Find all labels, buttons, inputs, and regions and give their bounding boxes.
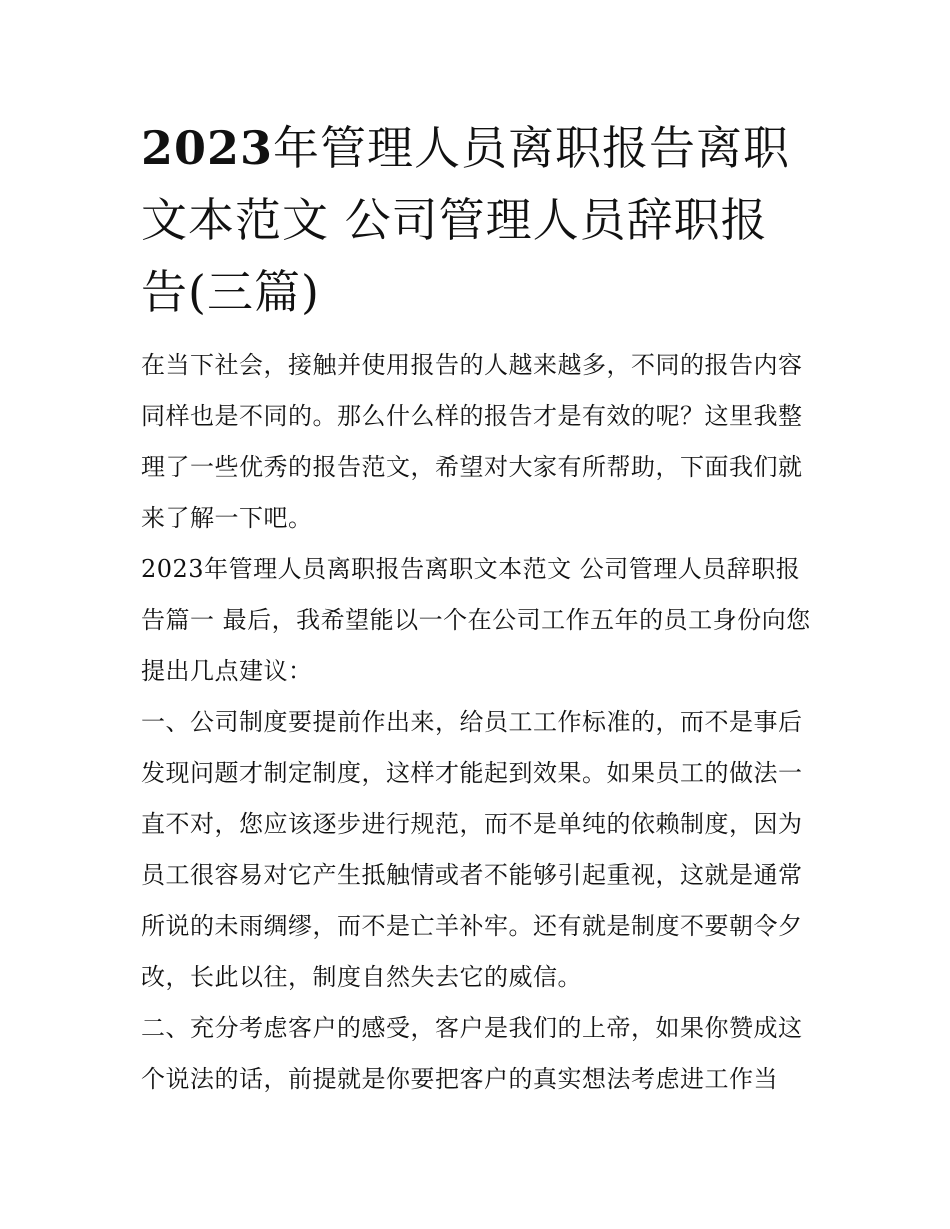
title-text: 年管理人员离职报告离职文本范文 公司管理人员辞职报告(三篇) (141, 121, 791, 319)
suggestion-paragraph-2: 二、充分考虑客户的感受，客户是我们的上帝，如果你赞成这个说法的话，前提就是你要把客户的真实想法考虑进工作当 (141, 1014, 803, 1093)
suggestion-paragraph-1: 一、公司制度要提前作出来，给员工工作标准的，而不是事后发现问题才制定制度，这样才能起到效果。如果员工的做法一直不对，您应该逐步进行规范，而不是单纯的依赖制度，因为员工很容易对它产生抵触情或者不能够引起重视，这就是通常所说的未雨绸缪，而不是亡羊补牢。还有就是制度不要朝令夕改，长此以往，制度自然失去它的威信。 (141, 708, 803, 991)
document-body (141, 340, 813, 1105)
intro-paragraph: 在当下社会，接触并使用报告的人越来越多，不同的报告内容同样也是不同的。那么什么样的报告才是有效的呢？这里我整理了一些优秀的报告范文，希望对大家有所帮助，下面我们就来了解一下吧。 (141, 351, 803, 532)
document-page (141, 112, 813, 1105)
document-title (141, 112, 813, 328)
title-year: 2023 (141, 121, 274, 175)
section-heading-paragraph: 2023年管理人员离职报告离职文本范文 公司管理人员辞职报告篇一 最后，我希望能以一个在公司工作五年的员工身份向您提出几点建议： (141, 555, 811, 685)
